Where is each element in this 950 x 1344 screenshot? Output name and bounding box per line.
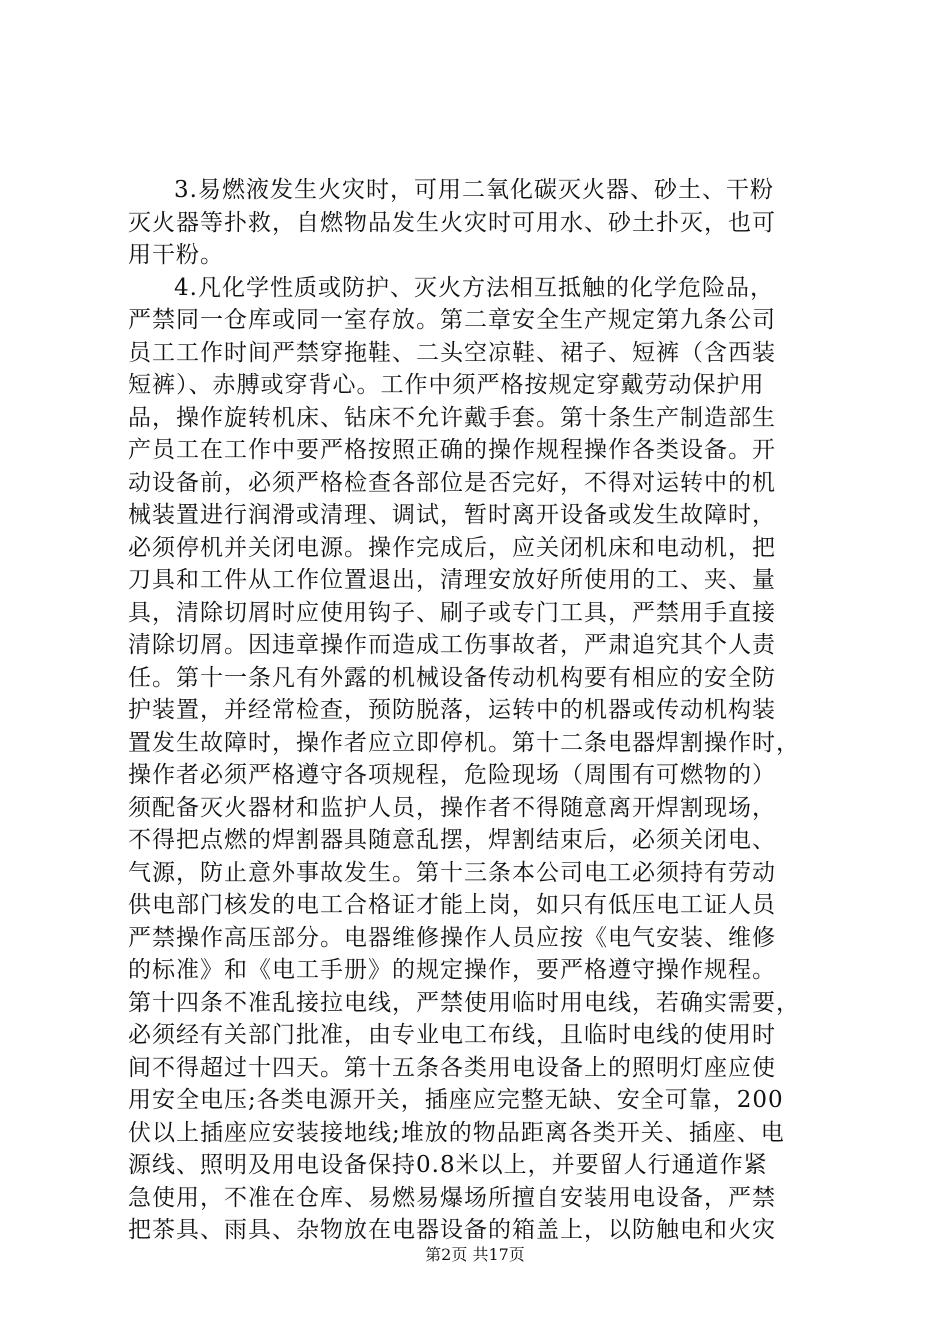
paragraph-line: 把茶具、雨具、杂物放在电器设备的箱盖上，以防触电和火灾 bbox=[128, 1217, 776, 1243]
paragraph-line: 4.凡化学性质或防护、灭火方法相互抵触的化学危险品， bbox=[174, 274, 774, 301]
paragraph-line: 必须经有关部门批准，由专业电工布线，且临时电线的使用时 bbox=[128, 1022, 776, 1048]
page-footer bbox=[0, 1242, 950, 1265]
paragraph-line: 刀具和工件从工作位置退出，清理安放好所使用的工、夹、量 bbox=[128, 567, 776, 593]
paragraph-line: 供电部门核发的电工合格证才能上岗，如只有低压电工证人员 bbox=[128, 892, 776, 918]
paragraph-line: 第十四条不准乱接拉电线，严禁使用临时用电线，若确实需要， bbox=[128, 989, 800, 1016]
paragraph-line: 间不得超过十四天。第十五条各类用电设备上的照明灯座应使 bbox=[128, 1054, 776, 1081]
paragraph-line: 灭火器等扑救，自燃物品发生火灾时可用水、砂土扑灭，也可 bbox=[128, 209, 776, 236]
page-number-label: 第2页 共17页 bbox=[425, 1245, 525, 1264]
paragraph-line: 源线、照明及用电设备保持0.8米以上，并要留人行通道作紧 bbox=[128, 1152, 768, 1178]
paragraph-line: 任。第十一条凡有外露的机械设备传动机构要有相应的安全防 bbox=[128, 664, 776, 691]
body-text bbox=[128, 174, 828, 1247]
paragraph-line: 不得把点燃的焊割器具随意乱摆，焊割结束后，必须关闭电、 bbox=[128, 827, 776, 853]
paragraph-line: 械装置进行润滑或清理、调试，暂时离开设备或发生故障时， bbox=[128, 502, 776, 528]
paragraph-line: 产员工在工作中要严格按照正确的操作规程操作各类设备。开 bbox=[128, 437, 776, 463]
paragraph-line: 气源，防止意外事故发生。第十三条本公司电工必须持有劳动 bbox=[128, 859, 776, 886]
paragraph-line: 伏以上插座应安装接地线;堆放的物品距离各类开关、插座、电 bbox=[128, 1119, 785, 1146]
paragraph-line: 置发生故障时，操作者应立即停机。第十二条电器焊割操作时， bbox=[128, 729, 800, 756]
paragraph-line: 的标准》和《电工手册》的规定操作，要严格遵守操作规程。 bbox=[128, 957, 776, 983]
paragraph-line: 品，操作旋转机床、钻床不允许戴手套。第十条生产制造部生 bbox=[128, 404, 776, 431]
paragraph-line: 用安全电压;各类电源开关，插座应完整无缺、安全可靠，200 bbox=[128, 1087, 784, 1113]
paragraph-line: 护装置，并经常检查，预防脱落，运转中的机器或传动机构装 bbox=[128, 697, 776, 723]
paragraph-line: 员工工作时间严禁穿拖鞋、二头空凉鞋、裙子、短裤（含西装 bbox=[128, 339, 776, 366]
paragraph-line: 严禁操作高压部分。电器维修操作人员应按《电气安装、维修 bbox=[128, 924, 776, 951]
paragraph-line: 急使用，不准在仓库、易燃易爆场所擅自安装用电设备，严禁 bbox=[128, 1184, 776, 1211]
paragraph-line: 须配备灭火器材和监护人员，操作者不得随意离开焊割现场， bbox=[128, 794, 776, 821]
paragraph-line: 严禁同一仓库或同一室存放。第二章安全生产规定第九条公司 bbox=[128, 307, 776, 333]
paragraph-line: 短裤）、赤膊或穿背心。工作中须严格按规定穿戴劳动保护用 bbox=[128, 372, 765, 398]
paragraph-line: 用干粉。 bbox=[128, 242, 224, 268]
paragraph-line: 清除切屑。因违章操作而造成工伤事故者，严肃追究其个人责 bbox=[128, 632, 776, 658]
paragraph-line: 动设备前，必须严格检查各部位是否完好，不得对运转中的机 bbox=[128, 469, 776, 496]
paragraph-line: 操作者必须严格遵守各项规程，危险现场（周围有可燃物的） bbox=[128, 762, 776, 788]
paragraph-line: 3.易燃液发生火灾时，可用二氧化碳灭火器、砂土、干粉 bbox=[174, 177, 774, 203]
paragraph-line: 具，清除切屑时应使用钩子、刷子或专门工具，严禁用手直接 bbox=[128, 599, 776, 626]
paragraph-line: 必须停机并关闭电源。操作完成后，应关闭机床和电动机，把 bbox=[128, 534, 776, 561]
